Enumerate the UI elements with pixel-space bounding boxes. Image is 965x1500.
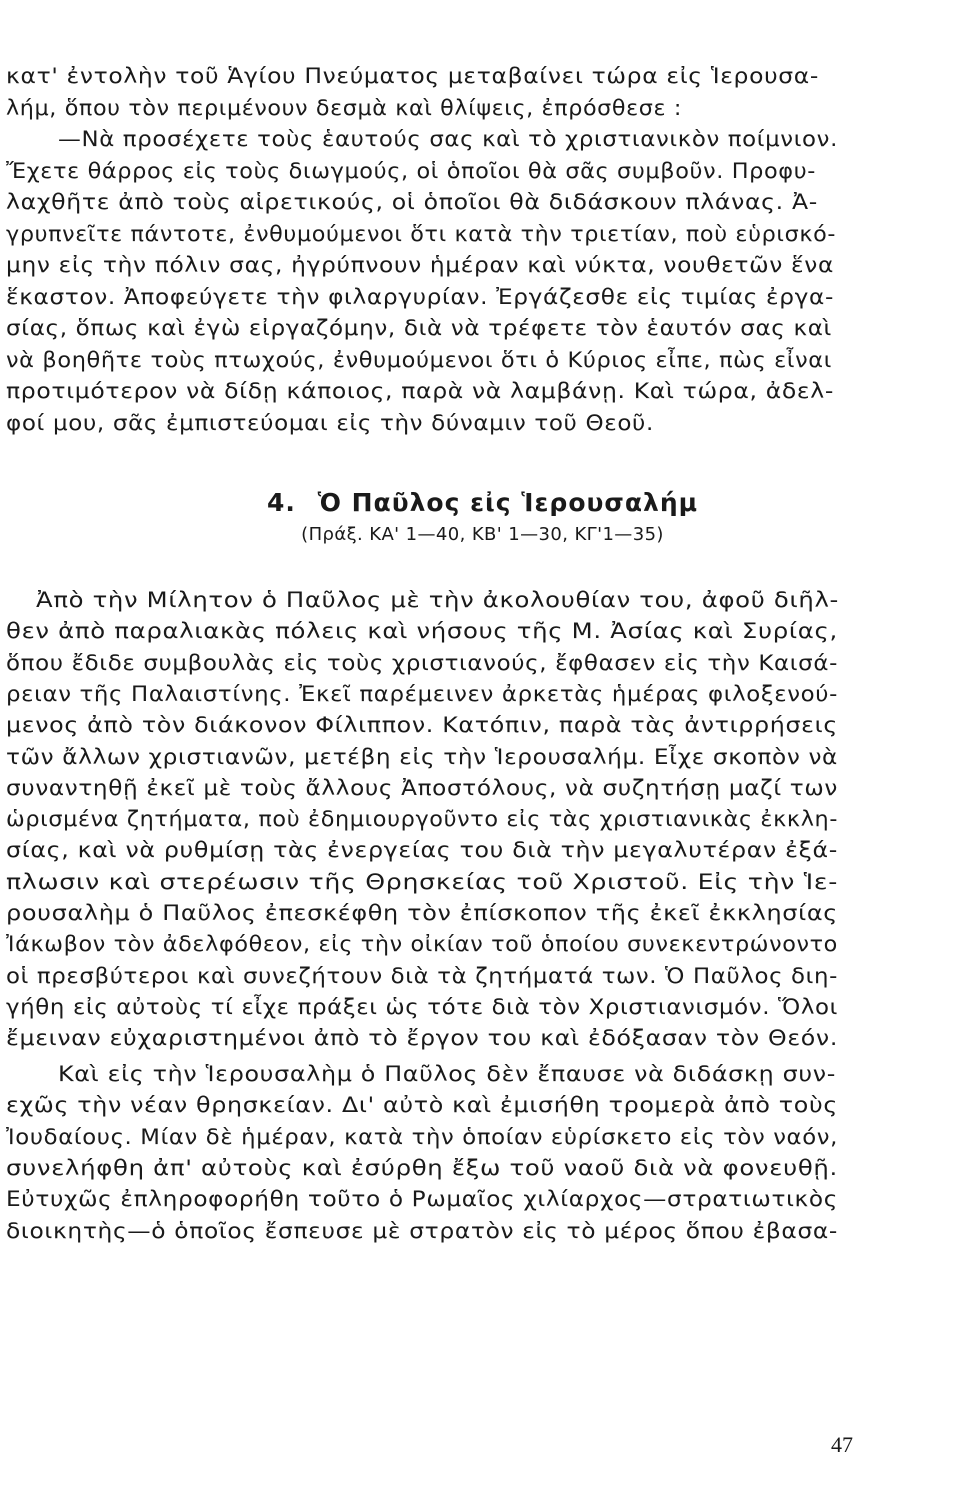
section-reference: (Πράξ. ΚΑ' 1—40, ΚΒ' 1—30, ΚΓ'1—35) <box>301 524 664 545</box>
text-line: θεν ἀπὸ παραλιακὰς πόλεις καὶ νήσους τῆς Μ. Ἀσίας καὶ Συρίας, <box>6 619 838 645</box>
section-number: 4. <box>266 488 296 517</box>
text-line: οἱ πρεσβύτεροι καὶ συνεζήτουν διὰ τὰ ζητήματά των. Ὁ Παῦλος διη- <box>6 963 838 989</box>
text-line: ρειαν τῆς Παλαιστίνης. Ἐκεῖ παρέμεινεν ἀρκετὰς ἡμέρας φιλοξενού- <box>6 681 839 707</box>
text-line: Εὐτυχῶς ἐπληροφορήθη τοῦτο ὁ Ρωμαῖος χιλίαρχος—στρατιωτικὸς <box>6 1187 838 1213</box>
text-line: γήθη εἰς αὐτοὺς τί εἶχε πράξει ὡς τότε διὰ τὸν Χριστιανισμόν. Ὅλοι <box>6 994 839 1020</box>
text-line: νὰ βοηθῆτε τοὺς πτωχούς, ἐνθυμούμενοι ὅτι ὁ Κύριος εἶπε, πὼς εἶναι <box>6 347 832 373</box>
text-line: ἕκαστον. Ἀποφεύγετε τὴν φιλαργυρίαν. Ἐργάζεσθε εἰς τιμίας ἐργα- <box>6 284 834 310</box>
text-line: σίας, ὅπως καὶ ἐγὼ εἰργαζόμην, διὰ νὰ τρέφετε τὸν ἑαυτόν σας καὶ <box>6 316 833 341</box>
text-line: Ἀπὸ τὴν Μίλητον ὁ Παῦλος μὲ τὴν ἀκολουθίαν του, ἀφοῦ διῆλ- <box>36 588 839 613</box>
text-line: συνελήφθη ἀπ' αὐτοὺς καὶ ἐσύρθη ἔξω τοῦ ναοῦ διὰ νὰ φονευθῇ. <box>6 1155 838 1181</box>
text-line: διοικητὴς—ὁ ὁποῖος ἔσπευσε μὲ στρατὸν εἰς τὸ μέρος ὅπου ἐβασα- <box>6 1218 839 1244</box>
text-line: πλωσιν καὶ στερέωσιν τῆς Θρησκείας τοῦ Χριστοῦ. Εἰς τὴν Ἱε- <box>6 869 839 895</box>
text-line: Ἰουδαίους. Μίαν δὲ ἡμέραν, κατὰ τὴν ὁποίαν εὑρίσκετο εἰς τὸν ναόν, <box>6 1124 838 1150</box>
text-line: Ἰάκωβον τὸν ἀδελφόθεον, εἰς τὴν οἰκίαν τοῦ ὁποίου συνεκεντρώνοντο <box>6 932 838 958</box>
text-line: τῶν ἄλλων χριστιανῶν, μετέβη εἰς τὴν Ἱερουσαλήμ. Εἶχε σκοπὸν νὰ <box>6 744 838 770</box>
text-line: προτιμότερον νὰ δίδῃ κάποιος, παρὰ νὰ λαμβάνῃ. Καὶ τώρα, ἀδελ- <box>6 379 834 404</box>
text-line: συναντηθῇ ἐκεῖ μὲ τοὺς ἄλλους Ἀποστόλους, νὰ συζητήσῃ μαζί των <box>6 775 838 801</box>
text-line: μενος ἀπὸ τὸν διάκονον Φίλιππον. Κατόπιν, παρὰ τὰς ἀντιρρήσεις <box>6 713 838 739</box>
text-line: ρουσαλὴμ ὁ Παῦλος ἐπεσκέφθη τὸν ἐπίσκοπον τῆς ἐκεῖ ἐκκλησίας <box>6 901 839 926</box>
text-line: ὅπου ἔδιδε συμβουλὰς εἰς τοὺς χριστιανούς, ἔφθασεν εἰς τὴν Καισά- <box>6 650 839 676</box>
text-line: κατ' ἐντολὴν τοῦ Ἁγίου Πνεύματος μεταβαίνει τώρα εἰς Ἱερουσα- <box>6 64 820 89</box>
page-number: 47 <box>831 1432 853 1457</box>
text-line: γρυπνεῖτε πάντοτε, ἐνθυμούμενοι ὅτι κατὰ τὴν τριετίαν, ποὺ εὑρισκό- <box>6 221 837 247</box>
section-title: Ὁ Παῦλος εἰς Ἱερουσαλήμ <box>317 488 699 517</box>
text-line: σίας, καὶ νὰ ρυθμίσῃ τὰς ἐνεργείας του διὰ τὴν μεγαλυτέραν ἐξά- <box>6 838 838 864</box>
section-heading <box>0 488 965 517</box>
text-line: λαχθῆτε ἀπὸ τοὺς αἱρετικούς, οἱ ὁποῖοι θὰ διδάσκουν πλάνας. Ἀ- <box>6 190 818 215</box>
text-line: Καὶ εἰς τὴν Ἱερουσαλὴμ ὁ Παῦλος δὲν ἔπαυσε νὰ διδάσκῃ συν- <box>58 1062 836 1087</box>
text-line: ἔμειναν εὐχαριστημένοι ἀπὸ τὸ ἔργον του καὶ ἐδόξασαν τὸν Θεόν. <box>6 1026 839 1052</box>
text-line: φοί μου, σᾶς ἐμπιστεύομαι εἰς τὴν δύναμιν τοῦ Θεοῦ. <box>6 410 654 436</box>
text-line: εχῶς τὴν νέαν θρησκείαν. Δι' αὐτὸ καὶ ἐμισήθη τρομερὰ ἀπὸ τοὺς <box>6 1093 839 1119</box>
text-line: λήμ, ὅπου τὸν περιμένουν δεσμὰ καὶ θλίψεις, ἐπρόσθεσε : <box>6 95 682 121</box>
text-line: Ἔχετε θάρρος εἰς τοὺς διωγμούς, οἱ ὁποῖοι θὰ σᾶς συμβοῦν. Προφυ- <box>6 158 816 184</box>
text-line: —Νὰ προσέχετε τοὺς ἑαυτούς σας καὶ τὸ χριστιανικὸν ποίμνιον. <box>58 127 838 152</box>
text-line: ὡρισμένα ζητήματα, ποὺ ἐδημιουργοῦντο εἰς τὰς χριστιανικὰς ἐκκλη- <box>6 807 839 833</box>
text-line: μην εἰς τὴν πόλιν σας, ἠγρύπνουν ἡμέραν καὶ νύκτα, νουθετῶν ἕνα <box>6 253 835 278</box>
